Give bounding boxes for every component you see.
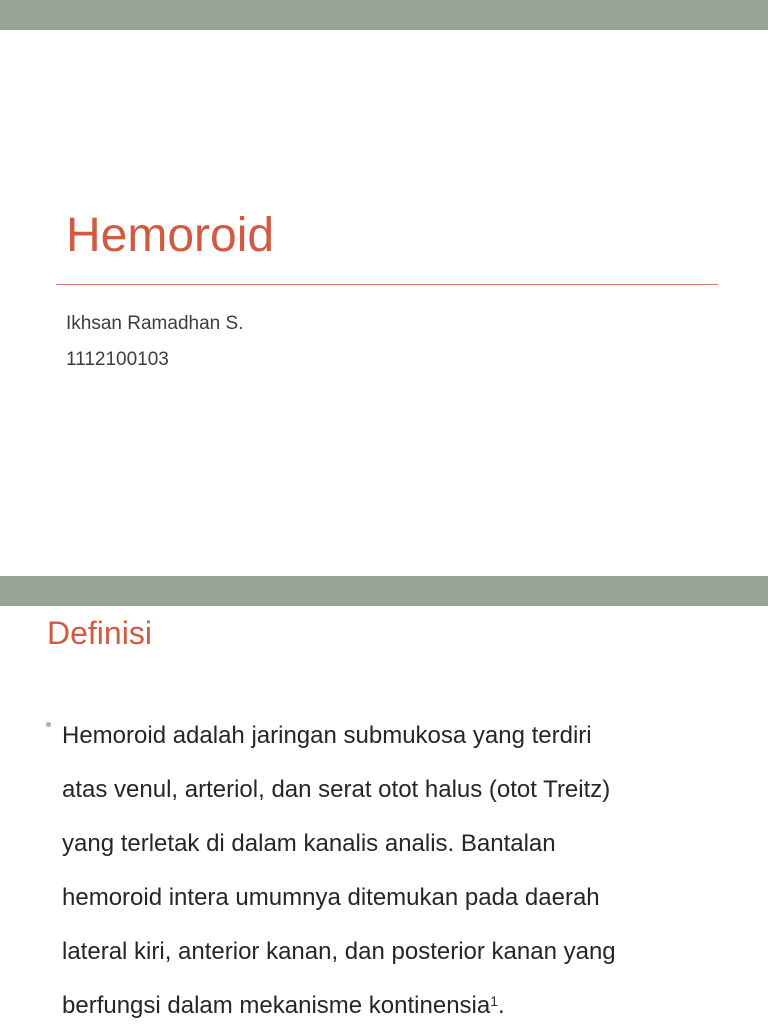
author-name: Ikhsan Ramadhan S. [66, 313, 244, 334]
content-slide [0, 576, 768, 1024]
bullet-marker [46, 722, 51, 727]
bullet-line-last [62, 979, 712, 1024]
end-punctuation: . [498, 992, 505, 1019]
section-title: Definisi [47, 615, 152, 651]
bullet-line: hemoroid intera umumnya ditemukan pada daerah [62, 884, 600, 911]
slide-title: Hemoroid [66, 209, 275, 262]
bullet-line: lateral kiri, anterior kanan, dan posterior kanan yang [62, 938, 616, 965]
header-bar [0, 576, 768, 606]
bullet-line: yang terletak di dalam kanalis analis. Bantalan [62, 830, 556, 857]
bullet-line-text: berfungsi dalam mekanisme kontinensia [62, 992, 491, 1019]
student-id: 1112100103 [66, 349, 169, 370]
bullet-paragraph [62, 709, 712, 1024]
citation-superscript: 1 [490, 993, 499, 1009]
bullet-line: atas venul, arteriol, dan serat otot halus (otot Treitz) [62, 776, 611, 803]
bullet-line: Hemoroid adalah jaringan submukosa yang terdiri [62, 722, 592, 749]
title-divider [56, 284, 718, 285]
header-bar [0, 0, 768, 30]
